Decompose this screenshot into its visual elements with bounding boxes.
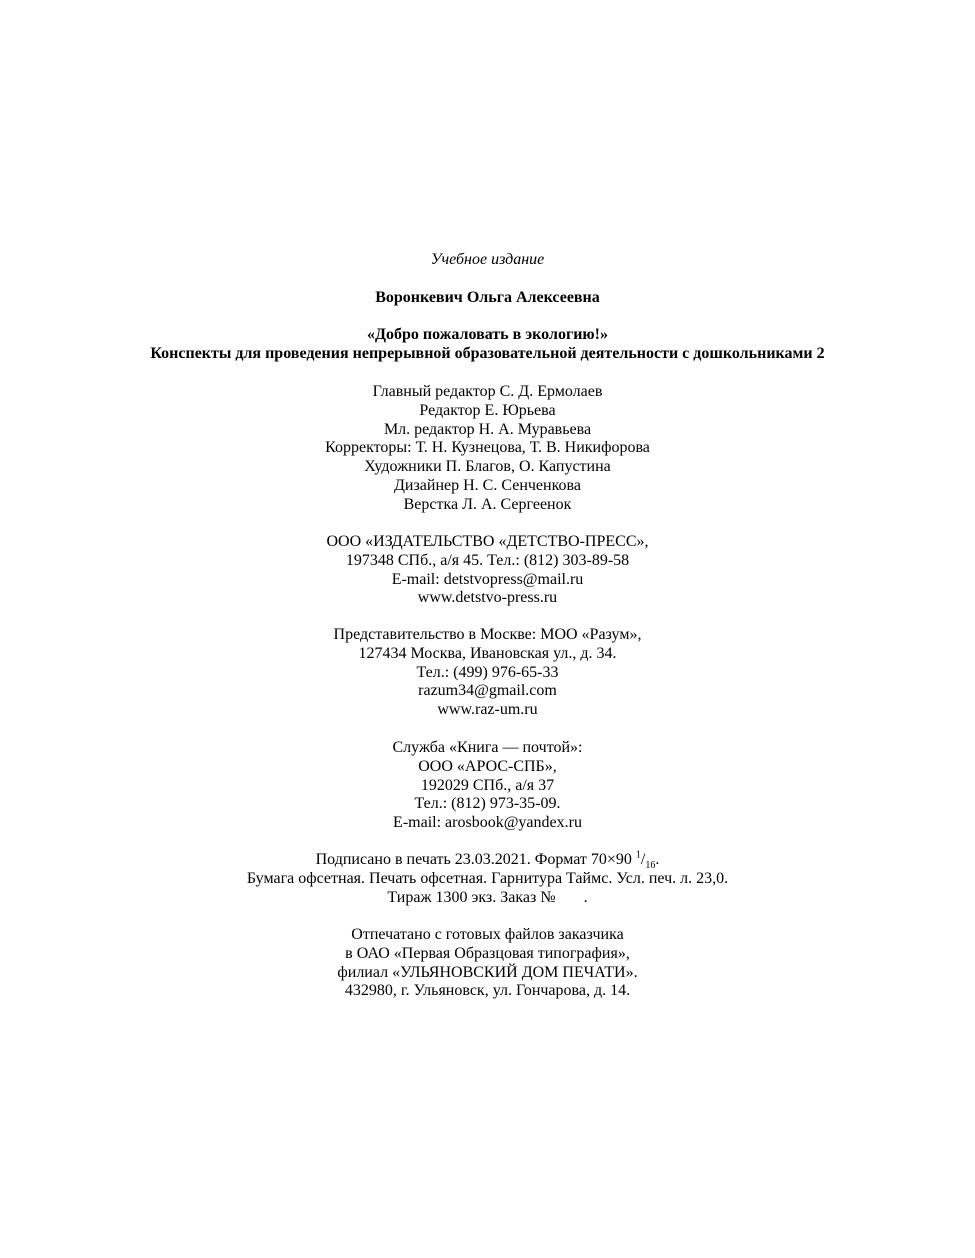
service-phone: Тел.: (812) 973-35-09. <box>414 795 561 813</box>
credit-line: Редактор Е. Юрьева <box>419 401 556 419</box>
publisher-email: E-mail: detstvopress@mail.ru <box>391 570 584 588</box>
publisher-address: 197348 СПб., а/я 45. Тел.: (812) 303-89-58 <box>345 551 630 569</box>
printer-line: филиал «УЛЬЯНОВСКИЙ ДОМ ПЕЧАТИ». <box>337 963 638 981</box>
office-phone: Тел.: (499) 976-65-33 <box>416 663 559 681</box>
print-details <box>0 851 975 907</box>
staff-credits <box>0 383 975 514</box>
credit-line: Художники П. Благов, О. Капустина <box>364 458 611 475</box>
service-name: Служба «Книга — почтой»: <box>392 739 583 756</box>
credit-line: Мл. редактор Н. А. Муравьева <box>383 420 592 438</box>
printer-info <box>0 926 975 1001</box>
publisher-name: ООО «ИЗДАТЕЛЬСТВО «ДЕТСТВО-ПРЕСС», <box>326 533 649 550</box>
printer-line: 432980, г. Ульяновск, ул. Гончарова, д. 14. <box>344 982 631 1000</box>
paper-line: Бумага офсетная. Печать офсетная. Гарнитура Таймс. Усл. печ. л. 23,0. <box>246 869 729 887</box>
signed-format-line: Подписано в печать 23.03.2021. Формат 70×90 $^1/_{16}$. <box>315 849 660 872</box>
office-email: razum34@gmail.com <box>418 682 557 700</box>
office-website: www.raz-um.ru <box>437 701 538 718</box>
title-line: «Добро пожаловать в экологию!» <box>367 326 608 343</box>
publisher-info <box>0 533 975 608</box>
service-company: ООО «АРОС-СПБ», <box>418 757 557 775</box>
service-address: 192029 СПб., а/я 37 <box>420 776 555 794</box>
service-email: E-mail: arosbook@yandex.ru <box>393 814 582 831</box>
moscow-office-info <box>0 626 975 720</box>
mail-service-info <box>0 739 975 833</box>
format-end: . <box>655 851 660 868</box>
edition-type: Учебное издание <box>430 251 545 268</box>
book-title <box>0 326 975 364</box>
publisher-website: www.detstvo-press.ru <box>417 589 558 607</box>
credit-line: Дизайнер Н. С. Сенченкова <box>394 476 581 494</box>
printer-line: в ОАО «Первая Образцовая типография», <box>345 944 630 962</box>
credit-line: Верстка Л. А. Сергеенок <box>403 495 572 513</box>
subtitle-line: Конспекты для проведения непрерывной образовательной деятельности с дошкольниками 2 <box>150 344 825 362</box>
fraction-numerator: 1 <box>635 849 641 861</box>
author-name: Воронкевич Ольга Алексеевна <box>375 289 600 306</box>
office-address: 127434 Москва, Ивановская ул., д. 34. <box>358 644 617 662</box>
credit-line: Корректоры: Т. Н. Кузнецова, Т. В. Никифорова <box>325 439 650 457</box>
print-run-line: Тираж 1300 экз. Заказ № . <box>387 888 588 906</box>
office-name: Представительство в Москве: МОО «Разум», <box>333 626 642 643</box>
credit-line: Главный редактор С. Д. Ермолаев <box>372 383 603 400</box>
signed-format-text: Подписано в печать 23.03.2021. Формат 70×90 <box>315 851 636 868</box>
fraction-denominator: 16 <box>645 860 656 872</box>
printer-line: Отпечатано с готовых файлов заказчика <box>351 926 624 943</box>
